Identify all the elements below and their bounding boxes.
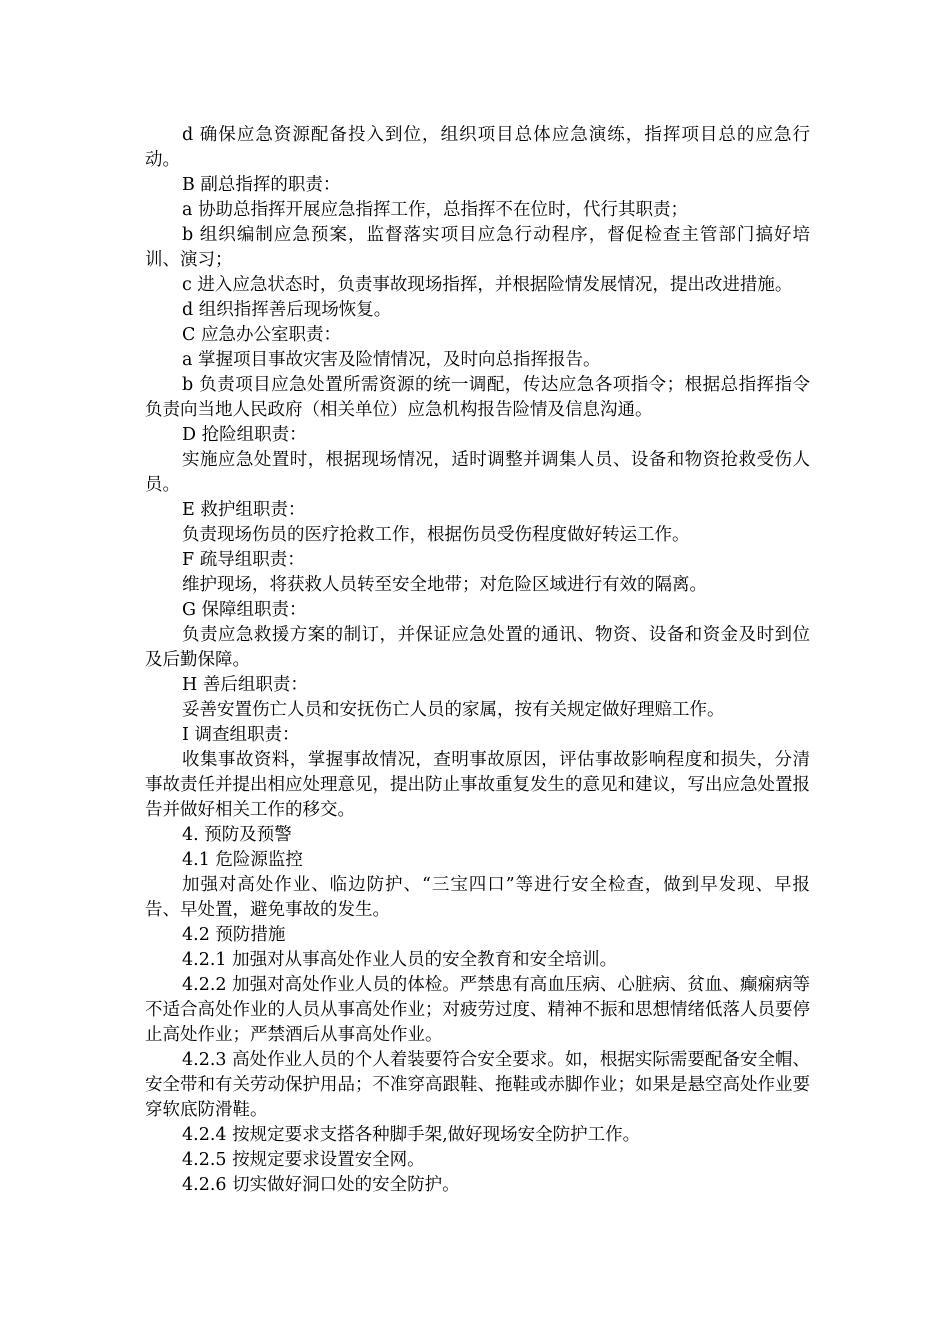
paragraph: b 组织编制应急预案，监督落实项目应急行动程序，督促检查主管部门搞好培训、演习； <box>145 225 810 270</box>
section-heading: B 副总指挥的职责： <box>182 175 341 195</box>
section-heading: E 救护组职责： <box>182 500 306 520</box>
paragraph: d 组织指挥善后现场恢复。 <box>182 300 392 320</box>
document-body <box>145 123 810 1198</box>
section-heading: I 调查组职责： <box>182 725 300 745</box>
section-heading: G 保障组职责： <box>182 600 307 620</box>
paragraph: 4.2.5 按规定要求设置安全网。 <box>182 1150 425 1170</box>
paragraph: 加强对高处作业、临边防护、“三宝四口”等进行安全检查，做到早发现、早报告、早处置，避免事故的发生。 <box>145 875 810 920</box>
paragraph: b 负责项目应急处置所需资源的统一调配，传达应急各项指令；根据总指挥指令负责向当地人民政府（相关单位）应急机构报告险情及信息沟通。 <box>145 375 810 420</box>
paragraph: 4.2.6 切实做好洞口处的安全防护。 <box>182 1175 460 1195</box>
paragraph: 妥善安置伤亡人员和安抚伤亡人员的家属，按有关规定做好理赔工作。 <box>182 700 725 720</box>
section-heading: H 善后组职责： <box>182 675 308 695</box>
section-heading: 4.2 预防措施 <box>182 925 286 945</box>
section-heading: 4. 预防及预警 <box>182 825 292 845</box>
paragraph: 4.2.1 加强对从事高处作业人员的安全教育和安全培训。 <box>182 950 618 970</box>
paragraph: 负责应急救援方案的制订，并保证应急处置的通讯、物资、设备和资金及时到位及后勤保障。 <box>145 625 810 670</box>
paragraph: 4.2.3 高处作业人员的个人着装要符合安全要求。如，根据实际需要配备安全帽、安全带和有关劳动保护用品；不准穿高跟鞋、拖鞋或赤脚作业；如果是悬空高处作业要穿软底防滑鞋。 <box>145 1050 810 1120</box>
section-heading: D 抢险组职责： <box>182 425 307 445</box>
paragraph: c 进入应急状态时，负责事故现场指挥，并根据险情发展情况，提出改进措施。 <box>182 275 793 295</box>
paragraph: 实施应急处置时，根据现场情况，适时调整并调集人员、设备和物资抢救受伤人员。 <box>145 450 810 495</box>
section-heading: F 疏导组职责： <box>182 550 305 570</box>
paragraph: a 掌握项目事故灾害及险情情况，及时向总指挥报告。 <box>182 350 601 370</box>
paragraph: a 协助总指挥开展应急指挥工作，总指挥不在位时，代行其职责； <box>182 200 688 220</box>
section-heading: C 应急办公室职责： <box>182 325 341 345</box>
paragraph: 4.2.4 按规定要求支搭各种脚手架,做好现场安全防护工作。 <box>182 1125 641 1145</box>
paragraph: 收集事故资料，掌握事故情况，查明事故原因，评估事故影响程度和损失，分清事故责任并提出相应处理意见，提出防止事故重复发生的意见和建议，写出应急处置报告并做好相关工作的移交。 <box>145 750 810 820</box>
paragraph: 4.2.2 加强对高处作业人员的体检。严禁患有高血压病、心脏病、贫血、癫痫病等不适合高处作业的人员从事高处作业；对疲劳过度、精神不振和思想情绪低落人员要停止高处作业；严禁酒后从事高处作业。 <box>145 975 810 1045</box>
paragraph: d 确保应急资源配备投入到位，组织项目总体应急演练，指挥项目总的应急行动。 <box>145 125 810 170</box>
paragraph: 负责现场伤员的医疗抢救工作，根据伤员受伤程度做好转运工作。 <box>182 525 690 545</box>
section-heading: 4.1 危险源监控 <box>182 850 303 870</box>
paragraph: 维护现场，将获救人员转至安全地带；对危险区域进行有效的隔离。 <box>182 575 707 595</box>
